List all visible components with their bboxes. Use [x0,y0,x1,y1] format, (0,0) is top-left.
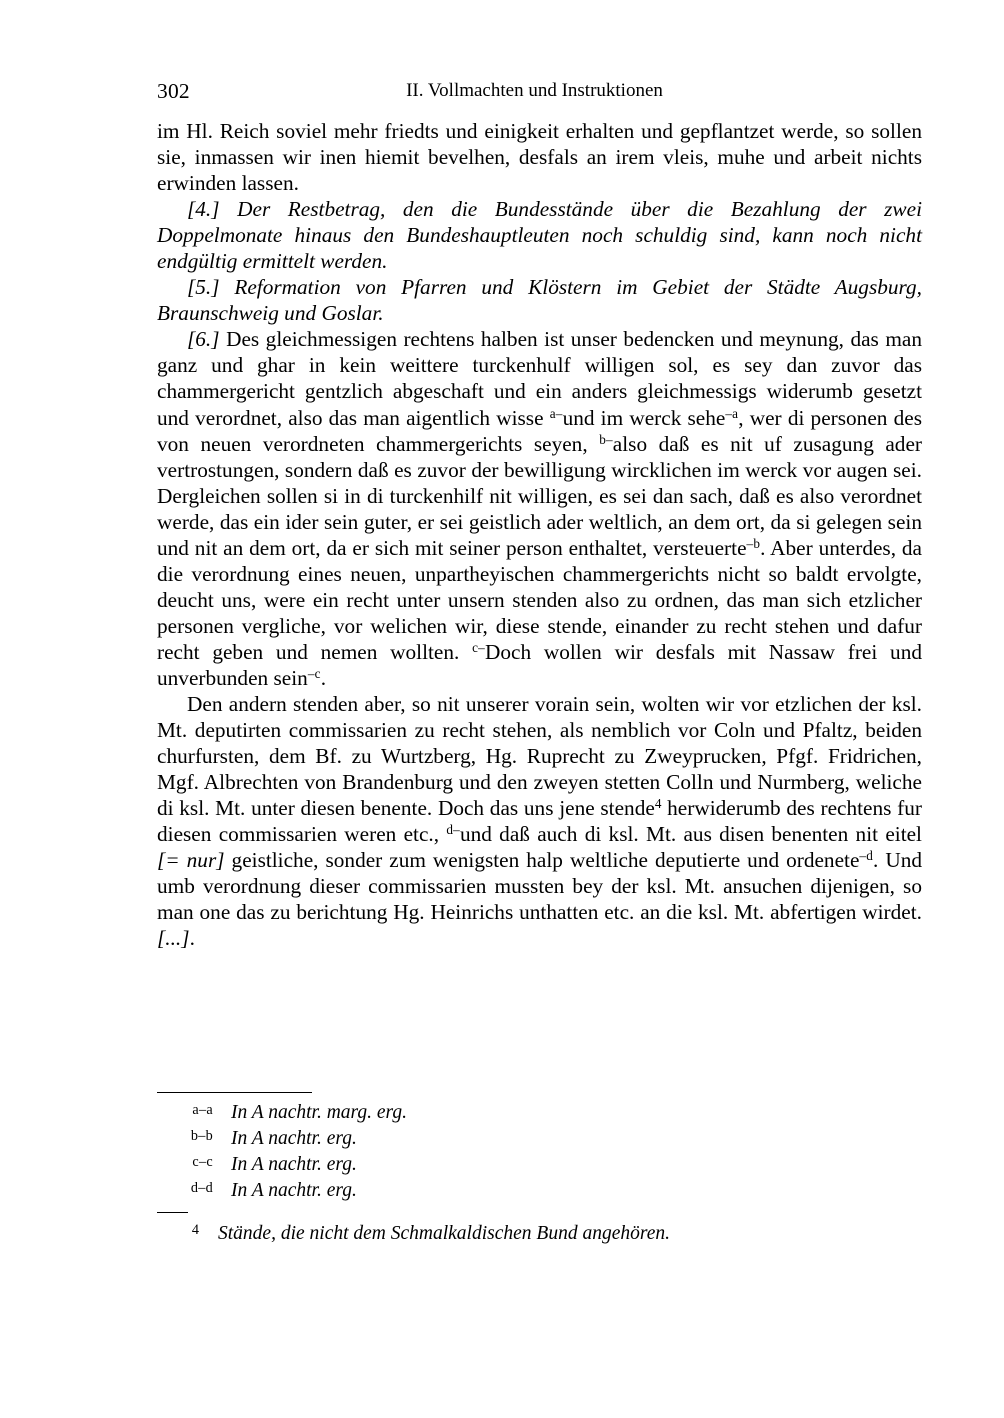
paragraph-7-segment-3: und daß auch di ksl. Mt. aus disen benenten nit eitel [459,822,922,847]
siglum-a-open: a– [549,405,563,421]
paragraph-6-segment-7: . [320,665,327,690]
footnote-number: 4 [191,1222,199,1238]
apparatus-note: In A nachtr. erg. [231,1128,357,1149]
main-text-block [157,118,922,952]
apparatus-siglum: b–b [190,1128,213,1144]
paragraph-5-marker: [5.] [187,275,220,300]
siglum-a-close: –a [725,405,739,421]
siglum-d-open: d– [446,822,460,838]
footnote-entry [157,1220,922,1249]
page-header [157,78,920,104]
apparatus-siglum: c–c [192,1154,213,1170]
siglum-b-open: b– [599,431,613,447]
paragraph-6-segment-4: also daß es nit uf zusagung ader vertrostungen, sondern daß es zuvor der bewilligung wircklichen im werck vor augen sei. Dergleichen sollen si in di turckenhilf nit willigen, es sei dan sach, daß es also verordnet werde, das ein ider sein guter, er sei geistlich ader weltlich, an dem ort, da si gelegen sein und nit an dem ort, da er sich mit seiner person enthaltet, versteuerte [157,431,923,560]
paragraph-5-text: Reformation von Pfarren und Klöstern im Gebiet der Städte Augsburg, Braunschweig und Goslar. [157,275,922,326]
siglum-b-close: –b [746,535,761,551]
apparatus-siglum: d–d [190,1180,213,1196]
apparatus-entry [157,1178,922,1204]
critical-apparatus [157,1092,922,1204]
apparatus-note: In A nachtr. erg. [231,1180,357,1201]
apparatus-entry [157,1126,922,1152]
page-number: 302 [157,79,190,103]
siglum-c-close: –c [307,666,321,682]
paragraph-6 [157,326,922,691]
apparatus-entry [157,1100,922,1126]
paragraph-4 [157,196,922,274]
running-head-title: II. Vollmachten und Instruktionen [406,80,663,101]
paragraph-7 [157,691,922,951]
paragraph-6-segment-3: , wer di personen des von neuen verordneten chammergerichts seyen, [157,405,922,456]
ellipsis-marker: [...] [157,926,190,951]
footnote-text: Stände, die nicht dem Schmalkaldischen Bund angehören. [218,1223,671,1244]
footnote-section [157,1212,922,1249]
paragraph-continuation: im Hl. Reich soviel mehr friedts und einigkeit erhalten und gepflantzet werde, so sollen sie, inmassen wir inen hiemit bevelhen, desfals an irem vleis, muhe und arbeit nichts erwinden lassen. [157,119,922,196]
paragraph-6-marker: [6.] [187,327,220,352]
paragraph-7-segment-6: . [189,926,195,951]
paragraph-4-text: Der Restbetrag, den die Bundesstände über die Bezahlung der zwei Doppelmonate hinaus den Bundeshauptleuten noch schuldig sind, kann noch nicht endgültig ermittelt werden. [157,197,922,274]
paragraph-5 [157,274,922,326]
apparatus-note: In A nachtr. erg. [231,1154,357,1175]
apparatus-siglum: a–a [192,1102,213,1118]
paragraph-6-segment-1: Des gleichmessigen rechtens halben ist unser bedencken und meynung, das man ganz und ghar in kein weittere turckenhulf willigen sol, es sey dan zuvor das chammergericht gentzlich abgeschaft und ein anders gleichmessigs widerumb gesetzt und verordnet, also das man aigentlich wisse [157,327,922,430]
paragraph-4-marker: [4.] [187,197,220,222]
footnote-rule [157,1212,188,1213]
siglum-d-close: –d [859,848,873,864]
paragraph-7-segment-1: Den andern stenden aber, so nit unserer vorain sein, wolten wir vor etzlichen der ksl. Mt. deputirten commissarien zu recht stehen, als nemblich vor Coln und Pfaltz, beiden churfursten, dem Bf. zu Wurtzberg, Hg. Ruprecht zu Zweyprucken, Pfgf. Fridrichen, Mgf. Albrechten von Brandenburg und den zweyen stetten Colln und Nurmberg, weliche di ksl. Mt. unter diesen benente. Doch das uns jene stende [157,692,922,821]
apparatus-entry [157,1152,922,1178]
paragraph-6-segment-6: Doch wollen wir desfals mit Nassaw frei und unverbunden sein [157,639,923,690]
paragraph-6-segment-2: und im werck sehe [562,405,726,430]
apparatus-rule [157,1092,312,1093]
footnote-reference-4[interactable]: 4 [654,796,662,812]
paragraph-7-segment-4: geistliche, sonder zum wenigsten halp weltliche deputierte und ordenete [224,848,860,873]
paragraph-7-segment-2: herwiderumb des rechtens fur diesen commissarien weren etc., [157,796,923,847]
editorial-gloss: [= nur] [157,848,225,873]
paragraph-7-segment-5: . Und umb verordnung dieser commissarien mussten bey der ksl. Mt. ansuchen dijenigen, so man one das zu berichtung Hg. Heinrichs unthatten etc. an die ksl. Mt. abfertigen wirdet. [157,848,923,925]
paragraph-6-segment-5: . Aber unterdes, da die verordnung eines neuen, unpartheyischen chammergerichts nicht so baldt ervolgte, deucht uns, were ein recht unter unsern stenden also zu ordnen, das man sich etzlicher personen vergliche, vor welichen wir, diese stende, einander zu recht stehen und dafur recht geben und nemen wollten. [157,535,922,664]
apparatus-note: In A nachtr. marg. erg. [231,1102,408,1123]
siglum-c-open: c– [472,640,485,656]
